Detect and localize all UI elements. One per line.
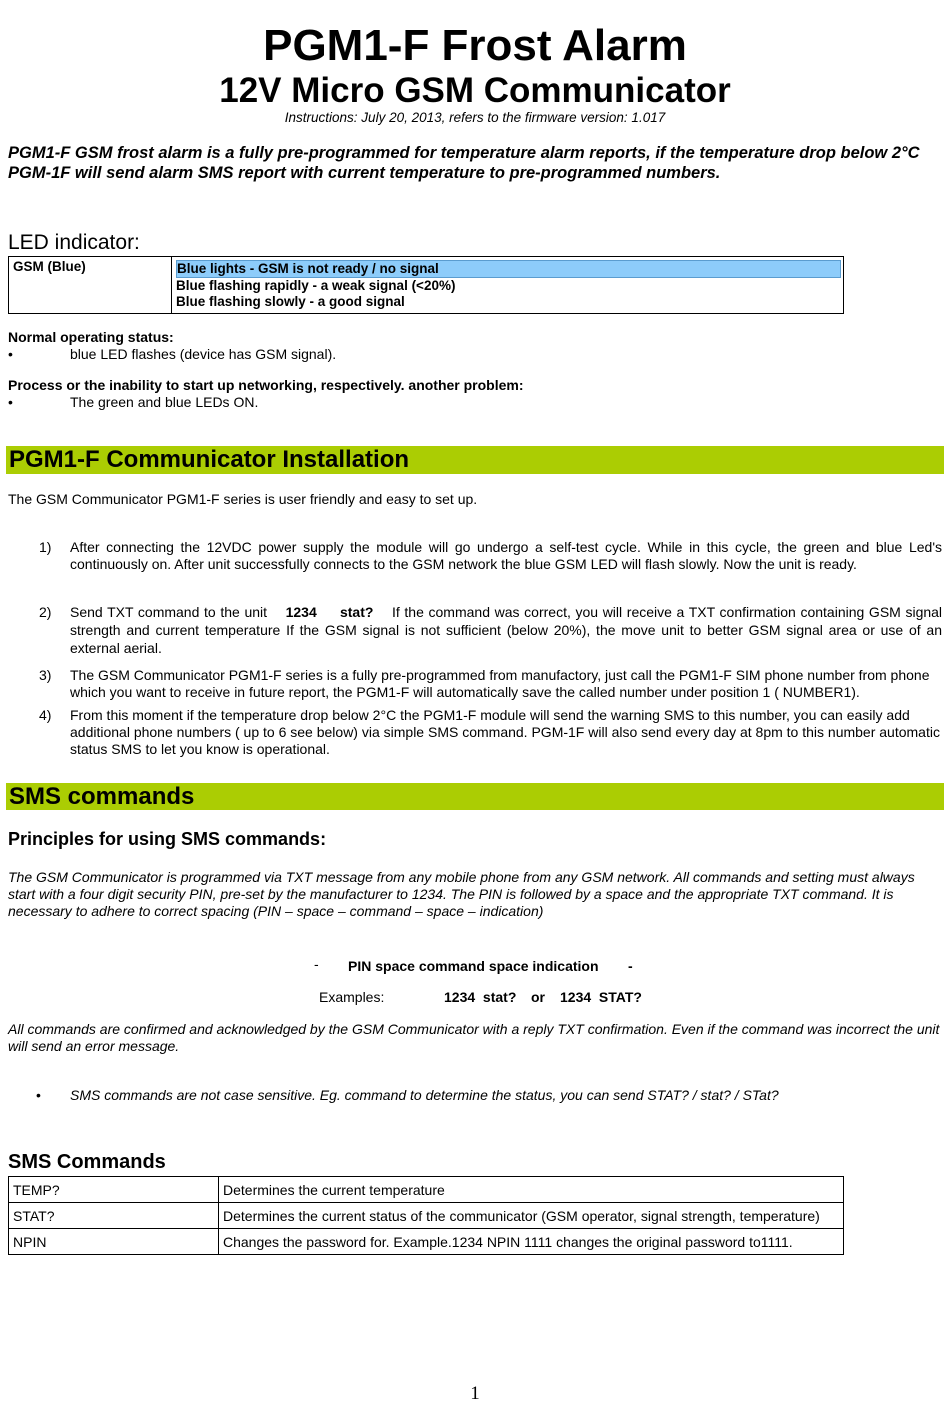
process-heading: Process or the inability to start up networking, respectively. another problem: — [8, 377, 524, 393]
step-number: 3) — [39, 667, 52, 683]
bullet: • — [8, 346, 13, 362]
sms-table-heading: SMS Commands — [8, 1151, 166, 1173]
led-line: Blue flashing rapidly - a weak signal (<20%) — [176, 278, 456, 293]
led-line-highlighted: Blue lights - GSM is not ready / no signal — [176, 260, 841, 278]
description-cell: Determines the current status of the communicator (GSM operator, signal strength, temperature) — [219, 1203, 844, 1229]
table-row — [9, 1203, 844, 1229]
page-title: PGM1-F Frost Alarm — [263, 21, 687, 70]
examples-or: or — [531, 989, 545, 1005]
step-command: 1234 stat? — [285, 604, 374, 620]
description-cell: Changes the password for. Example.1234 NPIN 1111 changes the original password to1111. — [219, 1229, 844, 1255]
confirm-text: All commands are confirmed and acknowledged by the GSM Communicator with a reply TXT confirmation. Even if the command was incorrect the unit will send an error message. — [8, 1021, 940, 1054]
principles-heading: Principles for using SMS commands: — [8, 829, 327, 849]
format-dash: - — [628, 958, 633, 974]
step-text: From this moment if the temperature drop below 2°C the PGM1-F module will send the warning SMS to this number, you can easily add additional phone numbers ( up to 6 see below) via simple SMS command. PGM-1F will also send every day at 8pm to this number automatic status SMS to let you know is operational. — [70, 707, 940, 757]
led-line: Blue flashing slowly - a good signal — [176, 294, 405, 309]
command-cell: NPIN — [9, 1229, 219, 1255]
step-number: 2) — [39, 604, 52, 620]
format-text: PIN space command space indication — [348, 958, 599, 974]
normal-status-text: blue LED flashes (device has GSM signal). — [70, 346, 337, 362]
led-label: GSM (Blue) — [9, 257, 172, 314]
example-command: 1234 STAT? — [560, 989, 642, 1005]
instructions-line: Instructions: July 20, 2013, refers to the firmware version: 1.017 — [284, 110, 666, 125]
led-table — [8, 256, 844, 314]
page-subtitle: 12V Micro GSM Communicator — [219, 71, 731, 110]
description-cell: Determines the current temperature — [219, 1177, 844, 1203]
led-description — [172, 257, 844, 314]
principles-text: The GSM Communicator is programmed via TXT message from any mobile phone from any GSM network. All commands and setting must always start with a four digit security PIN, pre-set by the manufacturer to 1234. The PIN is followed by a space and the appropriate TXT command. It is necessary to adhere to correct spacing (PIN – space – command – space – indication) — [8, 869, 915, 919]
step-text: The GSM Communicator PGM1-F series is a fully pre-programmed from manufactory, just call the PGM1-F SIM phone number from phone which you want to receive in future report, the PGM1-F will automatically save the called number under position 1 ( NUMBER1). — [70, 667, 930, 700]
bullet: • — [8, 394, 13, 410]
command-cell: STAT? — [9, 1203, 219, 1229]
table-row — [9, 1229, 844, 1255]
installation-heading: PGM1-F Communicator Installation — [6, 446, 944, 474]
step-text-pre: Send TXT command to the unit — [70, 604, 268, 620]
case-note: SMS commands are not case sensitive. Eg. command to determine the status, you can send STAT? / stat? / STat? — [70, 1087, 779, 1103]
step-text — [70, 603, 942, 657]
step-text: After connecting the 12VDC power supply the module will go undergo a self-test cycle. While in this cycle, the green and blue Led's continuously on. After unit successfully connects to the GSM network the blue GSM LED will flash slowly. Now the unit is ready. — [70, 539, 942, 572]
step-number: 1) — [39, 539, 52, 555]
step-number: 4) — [39, 707, 52, 723]
led-heading: LED indicator: — [8, 231, 140, 254]
format-dash: - — [314, 956, 319, 972]
process-text: The green and blue LEDs ON. — [70, 394, 259, 410]
bullet: • — [36, 1087, 41, 1103]
normal-status-heading: Normal operating status: — [8, 329, 174, 345]
table-row — [9, 1177, 844, 1203]
command-cell: TEMP? — [9, 1177, 219, 1203]
installation-intro: The GSM Communicator PGM1-F series is user friendly and easy to set up. — [8, 491, 478, 507]
step-text-post: If the command was correct, you will receive a TXT confirmation containing GSM signal strength and current temperature If the GSM signal is not sufficient (below 20%), the move unit to better GSM signal area or use of an external aerial. — [70, 604, 943, 656]
sms-commands-heading: SMS commands — [6, 783, 944, 810]
example-command: 1234 stat? — [444, 989, 517, 1005]
sms-commands-table — [8, 1176, 844, 1255]
examples-label: Examples: — [319, 989, 385, 1005]
intro-paragraph: PGM1-F GSM frost alarm is a fully pre-programmed for temperature alarm reports, if the temperature drop below 2°C PGM-1F will send alarm SMS report with current temperature to pre-programmed numbers. — [8, 144, 920, 182]
page-number: 1 — [470, 1383, 480, 1404]
